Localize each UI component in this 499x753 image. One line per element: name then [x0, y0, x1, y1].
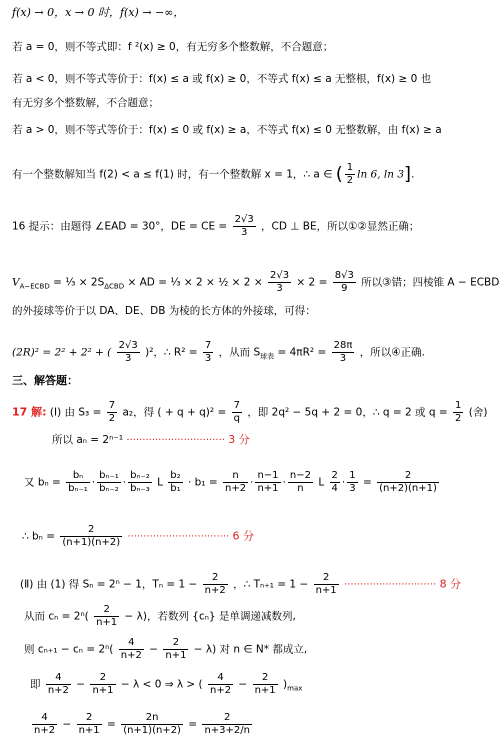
fraction-cn-2-n1: $\frac{2}{n+1}$ — [96, 604, 118, 628]
fraction-n2-n: $\frac{n-2}{n}$ — [289, 470, 311, 494]
line-case-a-negative: 若 a < 0，则不等式等价于：f(x) ≤ a 或 f(x) ≥ 0，不等式 f(x) ≤ a 无整根，f(x) ≥ 0 也 — [12, 73, 432, 85]
fraction-2-n1d: $\frac{2}{n+1}$ — [254, 672, 276, 696]
fraction-1-2: $\frac{1}{2}$ — [455, 400, 462, 424]
fraction-2-n3: $\frac{2}{n+3+2/n}$ — [204, 712, 250, 736]
line-case-a-negative-cont: 有无穷多个整数解，不合题意； — [12, 97, 159, 109]
fraction-2n-prod: $\frac{2n}{(n+1)(n+2)}$ — [123, 712, 181, 736]
score-3: 3 分 — [228, 433, 250, 446]
fraction-4-n2b: $\frac{4}{n+2}$ — [47, 672, 69, 696]
line-case-a-positive: 若 a > 0，则不等式等价于：f(x) ≤ 0 或 f(x) ≥ a，不等式 f(x) ≤ 0 无整数解，由 f(x) ≥ a — [12, 124, 442, 136]
line-simplify: $\frac{4}{n+2}$ − $\frac{2}{n+1}$ = $\frac{2n}{(n+1)(n+2)}$ = $\frac{2}{n+3+2/n}$ — [34, 712, 250, 736]
fraction-4-n2d: $\frac{4}{n+2}$ — [34, 712, 56, 736]
fraction-7-3: $\frac{7}{3}$ — [204, 340, 212, 364]
fraction-28pi-3: $\frac{28\pi}{3}$ — [333, 340, 353, 364]
line-hint-16: 16 提示：由题得 ∠EAD = 30°，DE = CE = $\frac{2√3}{3}$ ，CD ⊥ BE，所以①②显然正确； — [12, 214, 420, 238]
line-problem-17: 17 解: (Ⅰ) 由 S₃ = $\frac{7}{2}$ a₂，得 ( + q + q)² = $\frac{7}{q}$ ，即 2q² − 5q + 2 = 0，∴ q = 2 或 q = $\frac{1}{2}$ (舍) — [12, 400, 488, 424]
fraction-b2-b1: $\frac{\text{b₂}}{\text{b₁}}$ — [170, 470, 181, 494]
fraction-7-q: $\frac{7}{q}$ — [233, 400, 240, 424]
line-bn-product: 又 bₙ = $\frac{\text{bₙ}}{\text{bₙ₋₁}}$ · $\frac{\text{bₙ₋₁}}{\text{bₙ₋₂}}$ · $\frac{\text{bₙ₋₂}}{\text{bₙ₋₃}}$ L $\frac{\text{b₂}}{\text{b₁}}$ · b₁ = $\frac{n}{n+2}$ · $\frac{n-1}{n+1}$ · $\frac{n-2}{n}$ L $\frac{2}{4}$ · $\frac{1}{3}$ = $\frac{2}{(n+2)(n+1)}$ — [24, 470, 437, 494]
fraction-4-n2c: $\frac{4}{n+2}$ — [209, 672, 232, 696]
fraction-2rt3-3: $\frac{2√3}{3}$ — [234, 214, 254, 238]
line-volume: $V_{A-ECBD}$ = ⅓ × $2S_{\Delta CBD}$ × AD = ⅓ × 2 × ½ × 2 × $\frac{2√3}{3}$ × 2 = $\frac{8√3}{9}$ 所以③错；四棱锥 A − ECBD — [12, 270, 499, 294]
section-heading: 三、解答题： — [12, 374, 78, 387]
problem-17-label: 17 解: — [12, 405, 47, 419]
line-radius: (2R)² = 2² + 2² + ( $\frac{2√3}{3}$ )²，∴ R² = $\frac{7}{3}$ ，从而 $S_{球表} = 4\pi R^2$ = $\frac{28\pi}{3}$ ，所以④正确. — [12, 340, 425, 364]
fraction-n1-n1: $\frac{n-1}{n+1}$ — [257, 470, 279, 494]
fraction-half: $\frac{1}{2}$ — [346, 162, 354, 186]
fraction-2-n1b: $\frac{2}{n+1}$ — [165, 637, 187, 661]
line-bn-final: ∴ bₙ = $\frac{2}{(n+1)(n+2)}$ ································ 6 分 — [22, 524, 255, 548]
fraction-2rt3-3b: $\frac{2√3}{3}$ — [269, 270, 290, 294]
line-part-2: (Ⅱ) 由 (1) 得 Sₙ = 2ⁿ − 1，Tₙ = 1 − $\frac{2}{n+2}$ ，∴ Tₙ₊₁ = 1 − $\frac{2}{n+1}$ ····························· 8 分 — [20, 572, 462, 596]
fraction-bn-final: $\frac{2}{(n+1)(n+2)}$ — [62, 524, 121, 548]
fraction-bn-bn1: $\frac{\text{bₙ}}{\text{bₙ₋₁}}$ — [68, 470, 88, 494]
fraction-4-n2: $\frac{4}{n+2}$ — [120, 637, 142, 661]
fraction-2-4: $\frac{2}{4}$ — [331, 470, 338, 494]
score-8: 8 分 — [439, 577, 462, 591]
line-integer-solution: 有一个整数解知当 f(2) < a ≤ f(1) 时，有一个整数解 x = 1，∴ a ∈ ( $\frac{1}{2}$ ln 6, ln 3]. — [12, 162, 415, 186]
line-sphere: 的外接球等价于以 DA、DE、DB 为棱的长方体的外接球，可得： — [12, 305, 316, 317]
fraction-7-2: $\frac{7}{2}$ — [108, 400, 116, 424]
fraction-bn-result: $\frac{2}{(n+2)(n+1)}$ — [379, 470, 437, 494]
line-an: 所以 aₙ = 2ⁿ⁻¹ ······························· 3 分 — [52, 433, 250, 446]
line-cn-diff: 则 cₙ₊₁ − cₙ = 2ⁿ( $\frac{4}{n+2}$ − $\frac{2}{n+1}$ − λ) 对 n ∈ N* 都成立, — [24, 637, 308, 661]
fraction-8rt3-9: $\frac{8√3}{9}$ — [334, 270, 354, 294]
line-lambda: 即 $\frac{4}{n+2}$ − $\frac{2}{n+1}$ − λ < 0 ⇒ λ > ( $\frac{4}{n+2}$ − $\frac{2}{n+1}$ )$_{max}$ — [30, 672, 303, 696]
fraction-bn1-bn2: $\frac{\text{bₙ₋₁}}{\text{bₙ₋₂}}$ — [99, 470, 119, 494]
fraction-2-n1e: $\frac{2}{n+1}$ — [78, 712, 100, 736]
line-limit: f(x) → 0，x → 0 时，f(x) → −∞， — [12, 6, 185, 19]
fraction-2-n1c: $\frac{2}{n+1}$ — [92, 672, 114, 696]
fraction-1-3: $\frac{1}{3}$ — [349, 470, 356, 494]
fraction-bn2-bn3: $\frac{\text{bₙ₋₂}}{\text{bₙ₋₃}}$ — [130, 470, 150, 494]
line-case-a-zero: 若 a = 0，则不等式即：f ²(x) ≥ 0，有无穷多个整数解，不合题意； — [12, 41, 334, 53]
line-cn: 从而 cₙ = 2ⁿ( $\frac{2}{n+1}$ − λ)，若数列 {cₙ} 是单调递减数列, — [24, 604, 296, 628]
fraction-2-n1: $\frac{2}{n+1}$ — [315, 572, 337, 596]
fraction-n-n2: $\frac{n}{n+2}$ — [225, 470, 247, 494]
score-6: 6 分 — [232, 529, 255, 543]
fraction-2-n2: $\frac{2}{n+2}$ — [204, 572, 226, 596]
fraction-2rt3-3c: $\frac{2√3}{3}$ — [118, 340, 138, 364]
